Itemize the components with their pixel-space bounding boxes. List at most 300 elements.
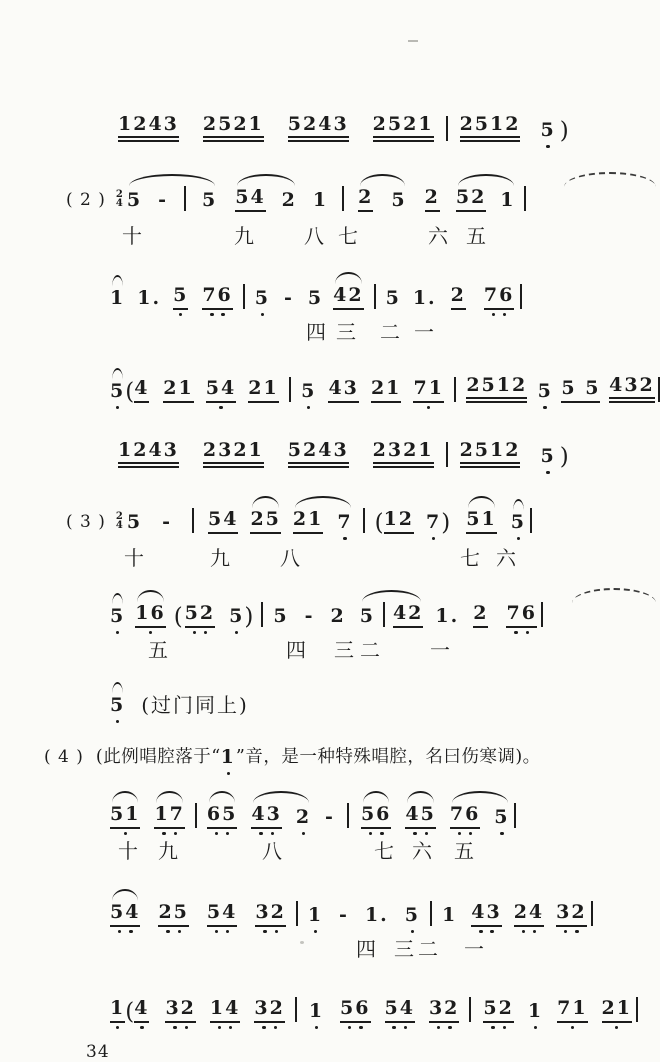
octave-dots [44, 769, 84, 778]
octave-dots [255, 310, 270, 319]
octave-dots [96, 769, 221, 778]
lyric-text [338, 225, 360, 257]
lyric-text [374, 840, 396, 872]
parenthesis [374, 510, 384, 543]
note-text: 六 [428, 224, 450, 248]
parenthesis [559, 118, 569, 151]
octave-dots [122, 248, 144, 257]
low-octave-dot-icon [116, 1026, 119, 1029]
note-text: 四 [286, 638, 308, 662]
note-text: 三 [394, 937, 416, 961]
slur-arc-icon [335, 272, 361, 284]
octave-dots [163, 403, 193, 412]
spacer [516, 220, 524, 221]
low-octave-dot-icon [275, 930, 278, 933]
spacer [632, 1031, 636, 1032]
octave-dots [141, 717, 249, 726]
spacer [450, 256, 466, 257]
note-text: 七 [460, 546, 482, 570]
note [373, 113, 434, 151]
note [339, 904, 349, 936]
octave-dots [66, 534, 106, 543]
lyric-text [356, 938, 378, 970]
note [288, 439, 349, 477]
note-text: 5 [229, 605, 245, 627]
spacer [456, 411, 466, 412]
low-octave-dot-icon [517, 537, 520, 540]
slur-group [361, 803, 391, 838]
octave-dots [125, 403, 134, 412]
octave-dots [244, 628, 253, 637]
barline [454, 377, 456, 402]
octave-dots [173, 310, 188, 319]
octave-dots [609, 403, 655, 412]
time-signature-digit: 4 [115, 197, 123, 209]
octave-dots [328, 403, 358, 412]
section-2-vocal-1 [0, 171, 660, 221]
spacer [402, 352, 414, 353]
slur-group [110, 605, 125, 637]
octave-dots [313, 212, 328, 221]
spacer [264, 476, 288, 477]
note [163, 377, 193, 412]
note-text: 71 [557, 997, 587, 1023]
spacer [106, 220, 116, 221]
note-text: ) [559, 444, 569, 470]
low-octave-dot-icon [227, 772, 230, 775]
note-text: 1 [500, 189, 516, 211]
spacer [266, 220, 282, 221]
octave-dots [464, 961, 486, 970]
spacer [434, 150, 446, 151]
note [235, 186, 265, 221]
octave-dots [338, 248, 360, 257]
note-text: 5 [110, 380, 126, 402]
lyric-text [394, 938, 416, 970]
octave-dots [250, 534, 280, 543]
note-text: 二 [418, 937, 440, 961]
low-octave-dot-icon [469, 832, 472, 835]
spacer [238, 542, 250, 543]
barline [636, 997, 638, 1022]
octave-dots [210, 1023, 240, 1032]
note-text: 21 [163, 377, 193, 403]
spacer [655, 411, 658, 412]
spacer [285, 1031, 295, 1032]
note-text: 51 [110, 803, 140, 829]
octave-dots [428, 248, 450, 257]
score-body [0, 98, 660, 1032]
octave-dots [325, 829, 335, 838]
note-text: 十 [124, 546, 146, 570]
octave-dots [66, 212, 106, 221]
octave-dots [384, 534, 414, 543]
note [255, 287, 270, 319]
note-text: ( [374, 510, 384, 536]
note-text: - [339, 904, 349, 926]
note [450, 803, 480, 838]
octave-dots [118, 142, 179, 151]
lyric-text [122, 225, 144, 257]
lyric-text [210, 547, 232, 579]
octave-dots [185, 628, 215, 637]
spacer [328, 352, 336, 353]
spacer [471, 1031, 483, 1032]
octave-dots [206, 403, 236, 412]
low-octave-dot-icon [479, 930, 482, 933]
note-text: 2 [281, 189, 297, 211]
barline [446, 116, 448, 141]
low-octave-dot-icon [302, 832, 305, 835]
note [602, 997, 632, 1032]
time-signature-digit: 2 [115, 189, 123, 200]
note-text: 1243 [118, 113, 179, 142]
spacer [382, 670, 430, 671]
octave-dots [442, 927, 457, 936]
note-text: 32 [556, 901, 586, 927]
barline [261, 602, 263, 627]
note-text: 1 [308, 1000, 325, 1022]
octave-dots [255, 927, 285, 936]
low-octave-dot-icon [215, 832, 218, 835]
note-text: 54 [235, 186, 265, 212]
octave-dots [234, 248, 256, 257]
note-text: ( 4 ) [44, 747, 84, 767]
note-text: - [325, 806, 335, 828]
note-text: 1. [435, 605, 460, 627]
low-octave-dot-icon [522, 930, 525, 933]
note [435, 605, 459, 637]
section-label [44, 746, 84, 778]
note-text: 4 [134, 377, 149, 403]
spacer [149, 1031, 165, 1032]
octave-dots [336, 344, 358, 353]
octave-dots [506, 628, 536, 637]
note-text: 二 [380, 320, 402, 344]
lyric-text [124, 547, 146, 579]
section-3-vocal-2 [0, 587, 660, 637]
note-text: 1. [364, 904, 389, 926]
spacer [186, 220, 202, 221]
octave-dots [460, 468, 521, 477]
note-text: 2 [358, 186, 373, 212]
slur-group [251, 803, 311, 838]
low-octave-dot-icon [261, 313, 264, 316]
low-octave-dot-icon [271, 832, 274, 835]
note [528, 1000, 543, 1032]
spacer [588, 1031, 602, 1032]
note-text: 56 [340, 997, 370, 1023]
octave-dots [203, 142, 264, 151]
slur-group [511, 511, 526, 543]
note-text: 5 [126, 511, 143, 533]
note-text: 21 [293, 508, 323, 534]
note-text: 5 [110, 694, 126, 716]
note [255, 901, 285, 936]
octave-dots [110, 829, 140, 838]
note-text: 五 [454, 839, 476, 863]
note [282, 189, 297, 221]
octave-dots [254, 1023, 284, 1032]
low-octave-dot-icon [526, 631, 529, 634]
note [466, 508, 496, 543]
note [210, 997, 240, 1032]
octave-dots [127, 212, 142, 221]
octave-dots [361, 829, 391, 838]
note [110, 605, 125, 637]
spacer [486, 220, 500, 221]
spacer [170, 670, 286, 671]
lyric-text [234, 225, 256, 257]
slur-group [456, 186, 516, 221]
octave-dots [288, 468, 349, 477]
slur-arc-icon [363, 791, 389, 803]
spacer [444, 411, 454, 412]
time-signature [116, 191, 123, 208]
low-octave-dot-icon [615, 1026, 618, 1029]
note [556, 901, 586, 936]
note-text: ( [173, 604, 183, 630]
octave-dots [391, 212, 406, 221]
note [425, 186, 440, 221]
note-text: 一 [430, 638, 452, 662]
note-text: 三 [334, 638, 356, 662]
octave-dots [280, 570, 302, 579]
note-text: 25 [158, 901, 188, 927]
note-text: 5243 [288, 113, 349, 142]
note [360, 605, 375, 637]
lyric-text [460, 547, 482, 579]
note [296, 806, 311, 838]
note-text: 六 [496, 546, 518, 570]
spacer [324, 1031, 340, 1032]
note-text: 2521 [203, 113, 264, 142]
note [162, 511, 172, 543]
note [229, 605, 244, 637]
note-text: 七 [338, 224, 360, 248]
low-octave-dot-icon [259, 832, 262, 835]
note [460, 439, 521, 477]
note [337, 511, 352, 543]
low-octave-dot-icon [343, 537, 346, 540]
octave-dots [484, 310, 514, 319]
low-octave-dot-icon [116, 406, 119, 409]
barline [591, 901, 593, 926]
octave-dots [373, 468, 434, 477]
lyric-text [280, 547, 302, 579]
spacer [434, 476, 446, 477]
low-octave-dot-icon [543, 406, 546, 409]
spacer [553, 411, 562, 412]
octave-dots [540, 142, 555, 151]
low-octave-dot-icon [413, 832, 416, 835]
octave-dots [236, 769, 541, 778]
note-text: 7 [337, 511, 353, 533]
barline [520, 284, 522, 309]
octave-dots [356, 961, 378, 970]
note-text: 54 [208, 508, 238, 534]
note [110, 287, 125, 319]
spacer [196, 1031, 210, 1032]
slur-arc-icon [129, 174, 215, 186]
octave-dots [451, 310, 466, 319]
octave-dots [301, 403, 316, 412]
slur-arc-icon [112, 791, 138, 803]
low-octave-dot-icon [166, 930, 169, 933]
slur-group [405, 803, 435, 838]
low-octave-dot-icon [564, 930, 567, 933]
low-octave-dot-icon [219, 406, 222, 409]
note-text: 54 [206, 377, 236, 403]
parenthesis [559, 444, 569, 477]
note-text: 2512 [466, 374, 527, 403]
spacer [302, 578, 460, 579]
spacer [344, 220, 358, 221]
octave-dots [456, 212, 486, 221]
section-2-vocal-2 [0, 269, 660, 319]
octave-dots [358, 212, 373, 221]
spacer [520, 150, 540, 151]
low-octave-dot-icon [210, 313, 213, 316]
slur-group [358, 186, 406, 221]
octave-dots [110, 927, 140, 936]
lyric-text [304, 225, 326, 257]
note-text: ( [125, 379, 135, 405]
note-text: 2512 [460, 113, 521, 142]
low-octave-dot-icon [235, 631, 238, 634]
note [500, 189, 515, 221]
note-text: 5 [273, 605, 289, 627]
note-text: 5 [385, 287, 401, 309]
note-text: 5 [540, 119, 556, 141]
note-text: 432 [609, 374, 655, 403]
spacer [284, 871, 374, 872]
note-text: 65 [207, 803, 237, 829]
low-octave-dot-icon [503, 313, 506, 316]
slur-arc-icon [360, 174, 404, 186]
note [158, 901, 188, 936]
octave-dots [429, 1023, 459, 1032]
spacer [297, 220, 313, 221]
octave-dots [560, 468, 569, 477]
note-text: 1 [307, 904, 324, 926]
octave-dots [339, 927, 349, 936]
low-octave-dot-icon [226, 832, 229, 835]
lyric-text [418, 938, 440, 970]
octave-dots [334, 662, 356, 671]
note [373, 439, 434, 477]
phrase-slur-dashed [564, 172, 656, 187]
note-text: 43 [328, 377, 358, 403]
octave-dots [330, 628, 345, 637]
note-text: - [284, 287, 294, 309]
note-text: 7 [426, 511, 442, 533]
note [110, 803, 140, 838]
low-octave-dot-icon [262, 1026, 265, 1029]
slur-arc-icon [112, 368, 123, 380]
lyrics-four-to-one-a [0, 319, 660, 353]
note-text: 5 [391, 189, 407, 211]
note-text: ) [244, 604, 254, 630]
lyric-text [334, 639, 356, 671]
octave-dots [460, 142, 521, 151]
note [118, 113, 179, 151]
note [386, 287, 401, 319]
slur-group [466, 508, 496, 543]
note [305, 605, 315, 637]
spacer [459, 1031, 469, 1032]
octave-dots [360, 662, 382, 671]
octave-dots [286, 662, 308, 671]
slur-arc-icon [253, 791, 309, 803]
spacer [526, 542, 530, 543]
barline [514, 803, 516, 828]
low-octave-dot-icon [129, 930, 132, 933]
note-text: 九 [234, 224, 256, 248]
low-octave-dot-icon [380, 832, 383, 835]
note-text: 5 [510, 511, 526, 533]
note [340, 997, 370, 1032]
slur-group [360, 602, 424, 637]
octave-dots [207, 927, 237, 936]
lyrics-four-to-one-b [0, 936, 660, 970]
spacer [279, 411, 289, 412]
slur-arc-icon [237, 174, 295, 186]
slur-group [293, 508, 353, 543]
note [127, 189, 142, 221]
spacer [146, 578, 210, 579]
low-octave-dot-icon [173, 1026, 176, 1029]
note-text: - [158, 189, 168, 211]
note [371, 377, 401, 412]
octave-dots [435, 628, 459, 637]
note-text: 2521 [373, 113, 434, 142]
note-text: 76 [506, 602, 536, 628]
note-text: 2 [425, 186, 440, 212]
low-octave-dot-icon [500, 832, 503, 835]
octave-dots [418, 961, 440, 970]
low-octave-dot-icon [392, 1026, 395, 1029]
note-text: 21 [248, 377, 278, 403]
spacer [514, 1031, 528, 1032]
note-text: 2321 [373, 439, 434, 468]
spacer [168, 220, 184, 221]
spacer [482, 578, 496, 579]
note [308, 904, 323, 936]
octave-dots [296, 829, 311, 838]
octave-dots [124, 570, 146, 579]
note [358, 186, 373, 221]
lyrics-ten-to-five-a [0, 223, 660, 257]
spacer [415, 1031, 429, 1032]
octave-dots [460, 570, 482, 579]
note [451, 284, 466, 319]
low-octave-dot-icon [490, 930, 493, 933]
note-text: 5 [254, 287, 270, 309]
section-3-vocal-1 [0, 493, 660, 543]
note [202, 189, 217, 221]
note-text: 七 [374, 839, 396, 863]
note-text: 32 [429, 997, 459, 1023]
lyric-text [412, 840, 434, 872]
note [154, 803, 184, 838]
slur-group [110, 287, 125, 319]
octave-dots [441, 534, 450, 543]
octave-dots [430, 662, 452, 671]
note-text: 5 [126, 189, 143, 211]
note [185, 602, 215, 637]
note [301, 380, 316, 412]
